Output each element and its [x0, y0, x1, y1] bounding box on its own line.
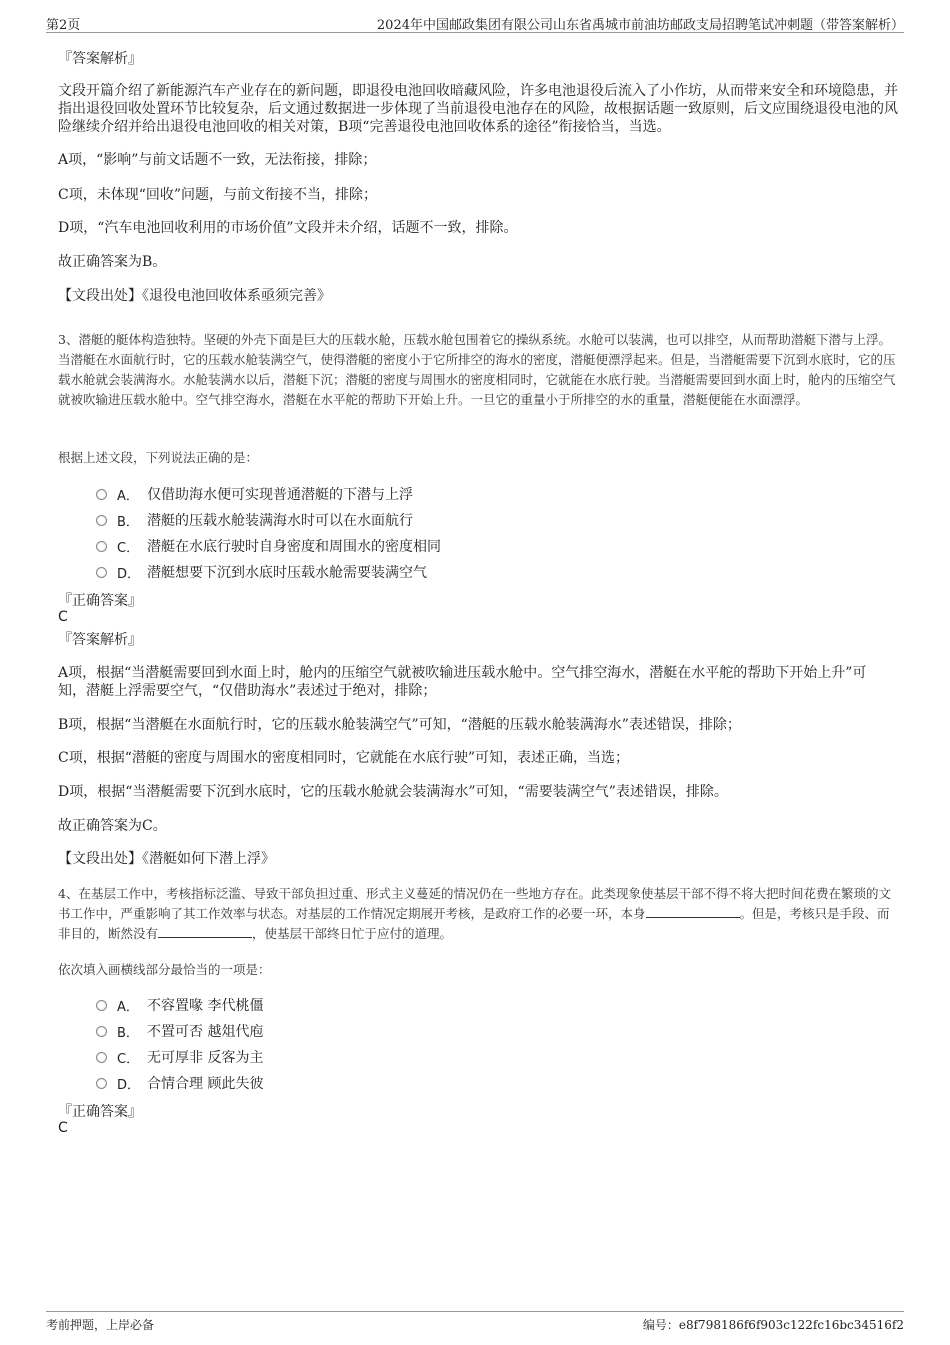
source-citation: 【文段出处】《退役电池回收体系亟须完善》	[58, 288, 331, 304]
option-text: 潜艇在水底行驶时自身密度和周围水的密度相同	[147, 539, 441, 555]
analysis-option-d: D项，“汽车电池回收利用的市场价值”文段并未介绍，话题不一致，排除。	[58, 220, 518, 236]
option-letter: A．	[117, 999, 139, 1015]
question-4-option-d[interactable]	[96, 1073, 263, 1093]
option-letter: B．	[117, 1025, 139, 1041]
radio-button[interactable]	[96, 1026, 107, 1037]
option-text: 不容置喙 李代桃僵	[147, 998, 264, 1014]
header-divider	[46, 32, 904, 33]
question-3-option-b[interactable]	[96, 510, 413, 530]
conclusion: 故正确答案为B。	[58, 254, 167, 270]
question-3-option-d[interactable]	[96, 562, 427, 582]
option-letter: A．	[117, 488, 139, 504]
question-4-prompt: 依次填入画横线部分最恰当的一项是：	[58, 962, 271, 977]
question-3-prompt: 根据上述文段，下列说法正确的是：	[58, 450, 259, 465]
question-4-text-part3: ，使基层干部终日忙于应付的道理。	[252, 926, 453, 941]
conclusion: 故正确答案为C。	[58, 818, 167, 834]
question-4-text	[58, 884, 898, 944]
option-letter: D．	[117, 566, 141, 582]
question-4-text-part2: 。但是，考核只是手段、而非目的，断然没有	[58, 906, 890, 941]
document-title: 2024年中国邮政集团有限公司山东省禹城市前油坊邮政支局招聘笔试冲刺题（带答案解析）	[376, 18, 904, 33]
analysis-option-c: C项，根据“潜艇的密度与周围水的密度相同时，它就能在水底行驶”可知，表述正确，当选；	[58, 750, 630, 766]
fill-blank-1[interactable]	[646, 905, 740, 918]
radio-button[interactable]	[96, 541, 107, 552]
option-text: 仅借助海水便可实现普通潜艇的下潜与上浮	[147, 487, 413, 503]
option-text: 合情合理 顾此失彼	[147, 1076, 264, 1092]
document-id: 编号：e8f798186f6f903c122fc16bc34516f2	[642, 1318, 904, 1332]
analysis-option-b: B项，根据“当潜艇在水面航行时，它的压载水舱装满空气”可知，“潜艇的压载水舱装满海水”表述错误，排除；	[58, 717, 741, 733]
radio-button[interactable]	[96, 1078, 107, 1089]
question-3-option-c[interactable]	[96, 536, 441, 556]
question-4-option-a[interactable]	[96, 995, 263, 1015]
option-text: 潜艇想要下沉到水底时压载水舱需要装满空气	[147, 565, 427, 581]
option-text: 无可厚非 反客为主	[147, 1050, 264, 1066]
option-letter: D．	[117, 1077, 141, 1093]
radio-button[interactable]	[96, 515, 107, 526]
answer-label: 『正确答案』	[58, 593, 142, 609]
correct-answer: C	[58, 1120, 68, 1136]
option-letter: C．	[117, 1051, 140, 1067]
analysis-option-a: A项，“影响”与前文话题不一致，无法衔接，排除；	[58, 152, 377, 168]
question-3-option-a[interactable]	[96, 484, 413, 504]
fill-blank-2[interactable]	[158, 925, 252, 938]
analysis-option-c: C项，未体现“回收”问题，与前文衔接不当，排除；	[58, 187, 378, 203]
analysis-paragraph: 文段开篇介绍了新能源汽车产业存在的新问题，即退役电池回收暗藏风险，许多电池退役后流入了小作坊，从而带来安全和环境隐患，并指出退役回收处置环节比较复杂，后文通过数据进一步体现了当前退役电池存在的风险，故根据话题一致原则，后文应围绕退役电池的风险继续介绍并给出退役电池回收的相关对策，B项“完善退役电池回收体系的途径”衔接恰当，当选。	[58, 83, 898, 135]
radio-button[interactable]	[96, 1052, 107, 1063]
question-4-text-part1: 4、在基层工作中，考核指标泛滥、导致干部负担过重、形式主义蔓延的情况仍在一些地方存在。此类现象使基层干部不得不将大把时间花费在繁琐的文书工作中，严重影响了其工作效率与状态。对基层的工作情况定期展开考核，是政府工作的必要一环，本身	[58, 886, 891, 921]
option-text: 不置可否 越俎代庖	[147, 1024, 264, 1040]
source-citation: 【文段出处】《潜艇如何下潜上浮》	[58, 851, 275, 867]
option-text: 潜艇的压载水舱装满海水时可以在水面航行	[147, 513, 413, 529]
question-4-option-c[interactable]	[96, 1047, 263, 1067]
page-number: 第2页	[46, 18, 81, 33]
correct-answer: C	[58, 609, 68, 625]
option-letter: C．	[117, 540, 140, 556]
option-letter: B．	[117, 514, 139, 530]
footer-slogan: 考前押题，上岸必备	[46, 1318, 155, 1332]
analysis-label: 『答案解析』	[58, 51, 142, 67]
question-4-option-b[interactable]	[96, 1021, 263, 1041]
radio-button[interactable]	[96, 567, 107, 578]
analysis-option-d: D项，根据“当潜艇需要下沉到水底时，它的压载水舱就会装满海水”可知，“需要装满空气”表述错误，排除。	[58, 784, 728, 800]
analysis-label: 『答案解析』	[58, 632, 142, 648]
footer-divider	[46, 1311, 904, 1312]
radio-button[interactable]	[96, 489, 107, 500]
question-3-text: 3、潜艇的艇体构造独特。坚硬的外壳下面是巨大的压载水舱，压载水舱包围着它的操纵系统。水舱可以装满，也可以排空，从而帮助潜艇下潜与上浮。当潜艇在水面航行时，它的压载水舱装满空气，使得潜艇的密度小于它所排空的海水的密度，潜艇便漂浮起来。但是，当潜艇需要下沉到水底时，它的压载水舱就会装满海水。水舱装满水以后，潜艇下沉；潜艇的密度与周围水的密度相同时，它就能在水底行驶。当潜艇需要回到水面上时，舱内的压缩空气就被吹输进压载水舱中。空气排空海水，潜艇在水平舵的帮助下开始上升。一旦它的重量小于所排空的水的重量，潜艇便能在水面漂浮。	[58, 332, 896, 407]
radio-button[interactable]	[96, 1000, 107, 1011]
answer-label: 『正确答案』	[58, 1104, 142, 1120]
analysis-option-a: A项，根据“当潜艇需要回到水面上时，舱内的压缩空气就被吹输进压载水舱中。空气排空海水，潜艇在水平舵的帮助下开始上升”可知，潜艇上浮需要空气，“仅借助海水”表述过于绝对，排除；	[58, 665, 867, 699]
